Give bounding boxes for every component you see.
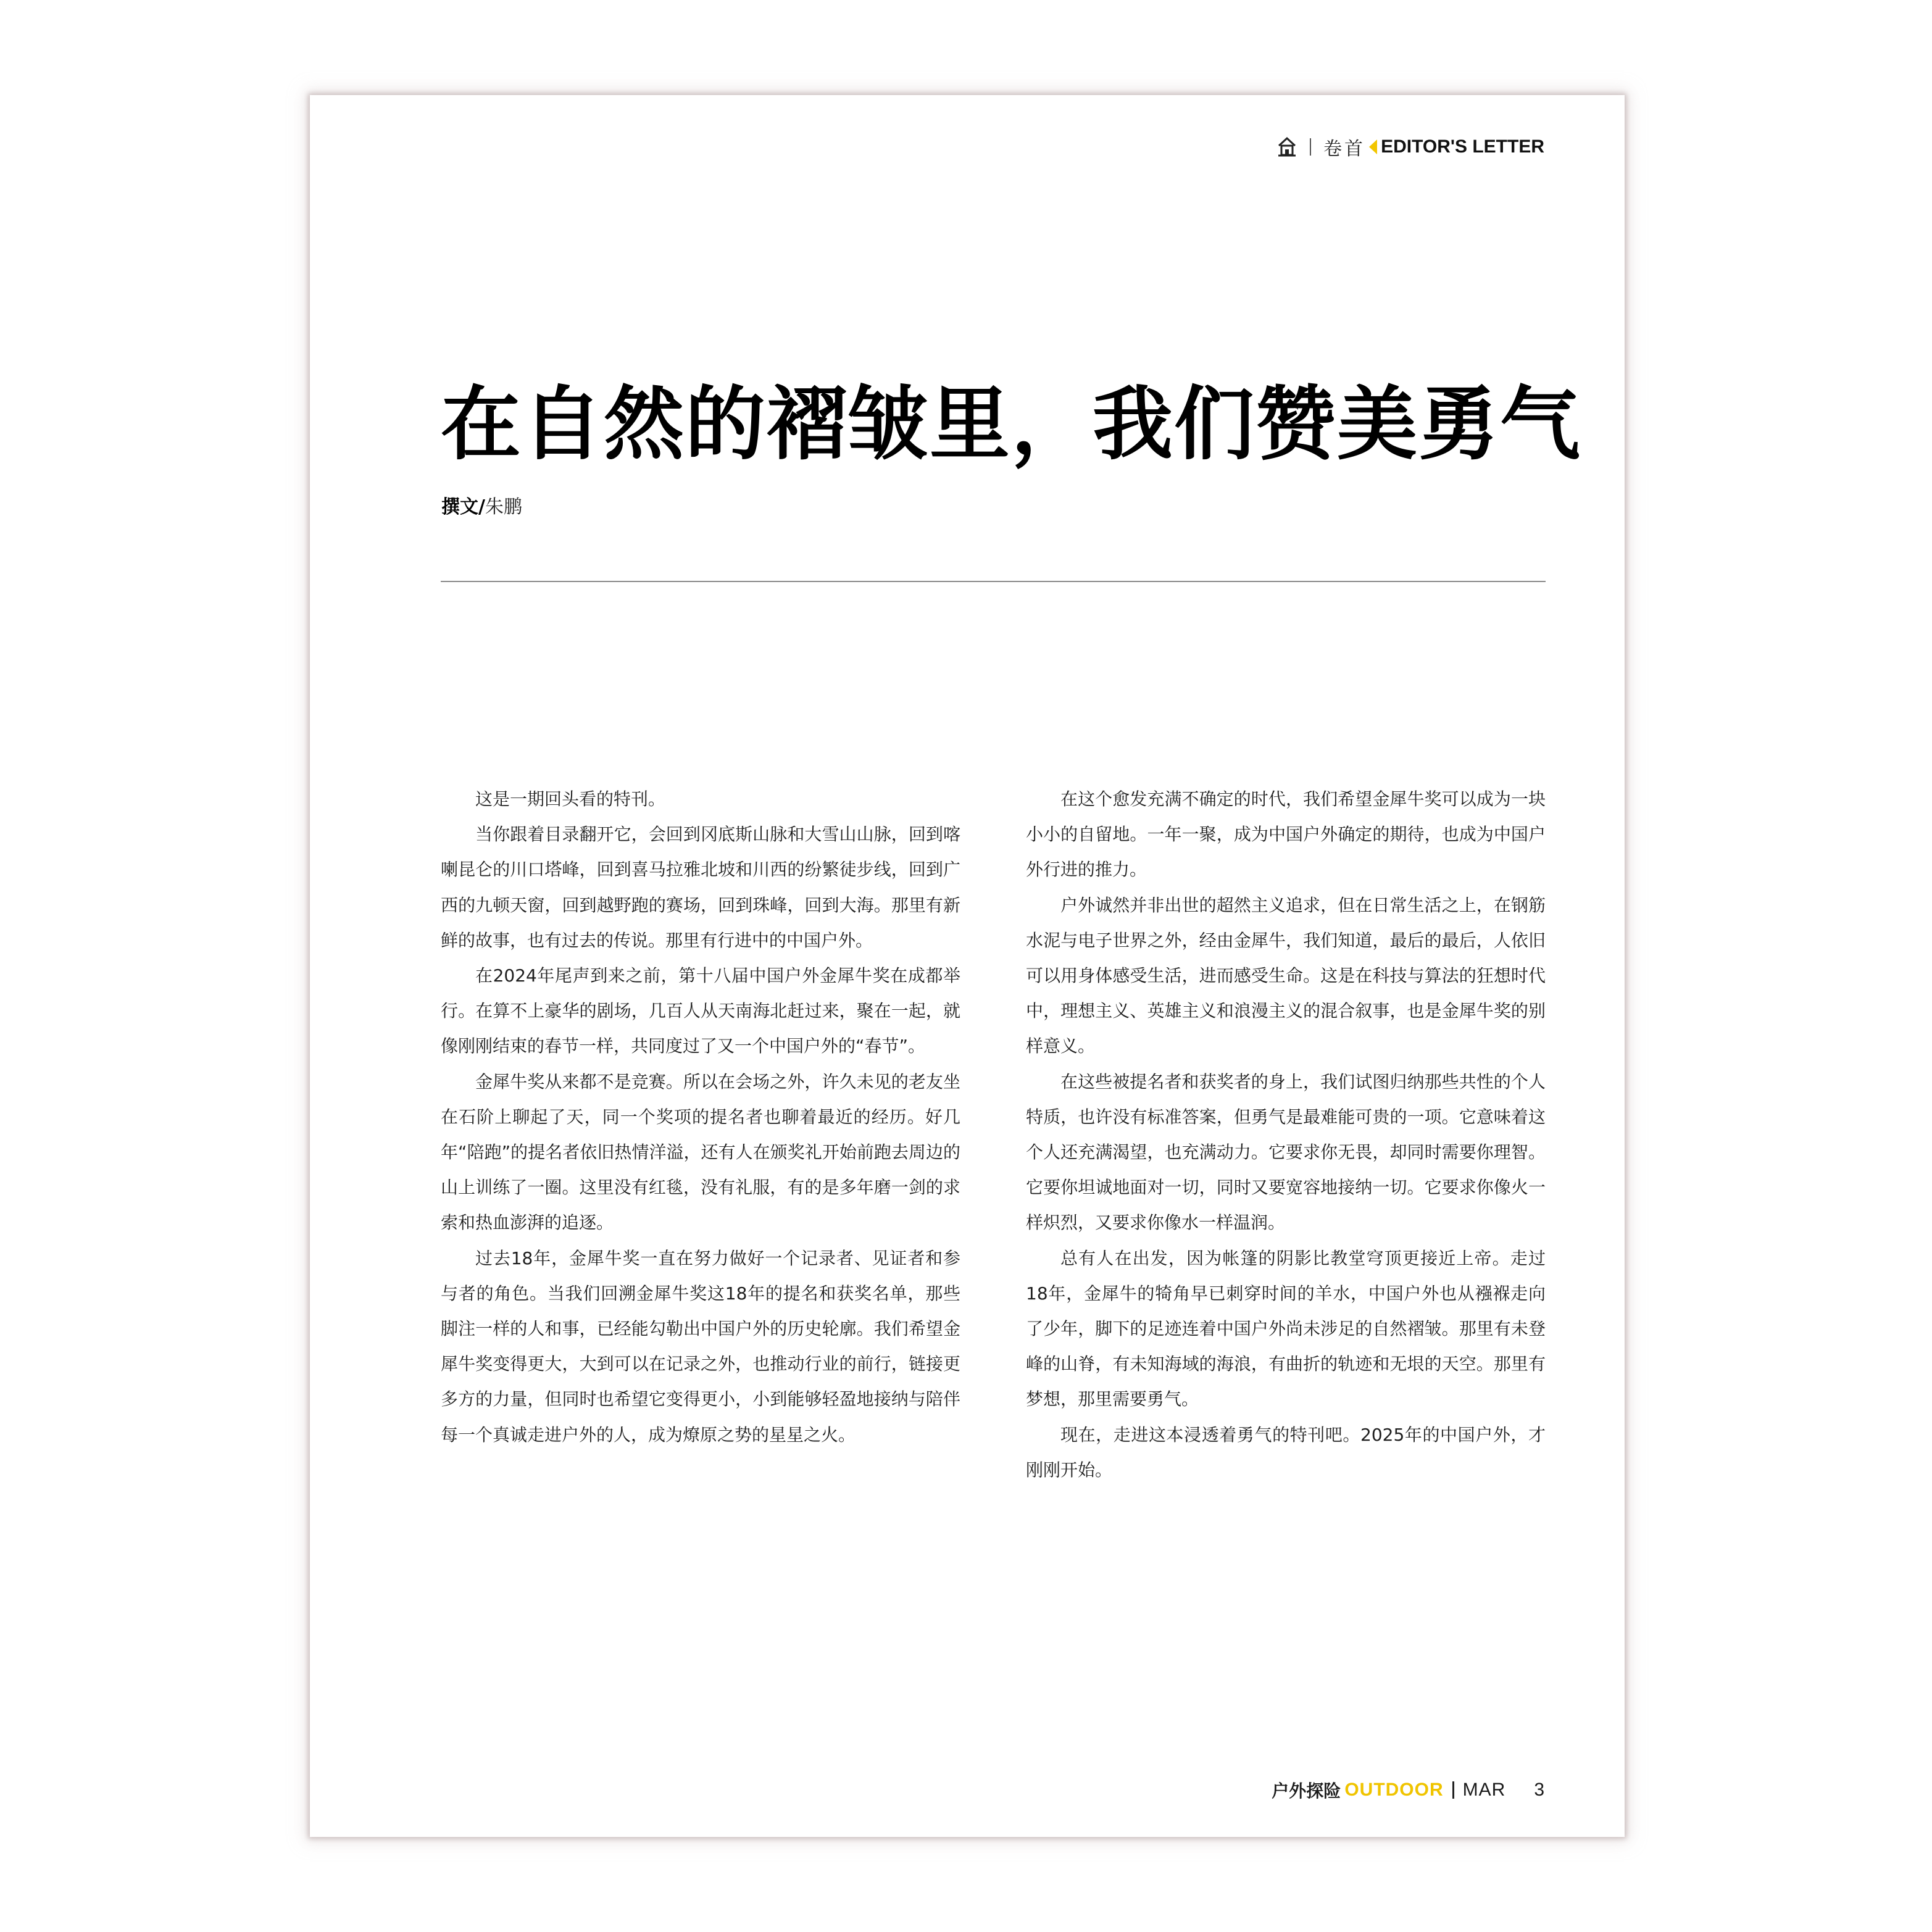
paragraph: 这是一期回头看的特刊。 [475, 789, 666, 809]
paragraph: 总有人在出发，因为帐篷的阴影比教堂穹顶更接近上帝。走过18年，金犀牛的犄角早已刺穿时间的羊水，中国户外也从襁褓走向了少年，脚下的足迹连着中国户外尚未涉足的自然褶皱。那里有未登峰的山脊，有未知海域的海浪，有曲折的轨迹和无垠的天空。那里有梦想，那里需要勇气。 [1026, 1247, 1546, 1410]
paragraph: 在这个愈发充满不确定的时代，我们希望金犀牛奖可以成为一块小小的自留地。一年一聚，成为中国户外确定的期待，也成为中国户外行进的推力。 [1026, 789, 1546, 880]
paragraph: 在这些被提名者和获奖者的身上，我们试图归纳那些共性的个人特质，也许没有标准答案，但勇气是最难能可贵的一项。它意味着这个人还充满渴望，也充满动力。它要求你无畏，却同时需要你理智。它要你坦诚地面对一切，同时又要宽容地接纳一切。它要求你像火一样炽烈，又要求你像水一样温润。 [1026, 1071, 1546, 1233]
section-label-cn: 卷首 [1323, 138, 1366, 160]
header-divider [1310, 138, 1311, 156]
author-name: 朱鹏 [485, 496, 522, 518]
paragraph: 当你跟着目录翻开它，会回到冈底斯山脉和大雪山山脉，回到喀喇昆仑的川口塔峰，回到喜马拉雅北坡和川西的纷繁徒步线，回到广西的九顿天窗，回到越野跑的赛场，回到珠峰，回到大海。那里有新鲜的故事，也有过去的传说。那里有行进中的中国户外。 [441, 824, 960, 951]
article-title: 在自然的褶皱里，我们赞美勇气 [441, 377, 1582, 471]
paragraph: 过去18年，金犀牛奖一直在努力做好一个记录者、见证者和参与者的角色。当我们回溯金犀牛奖这18年的提名和获奖名单，那些脚注一样的人和事，已经能勾勒出中国户外的历史轮廓。我们希望金犀牛奖变得更大，大到可以在记录之外，也推动行业的前行，链接更多方的力量，但同时也希望它变得更小，小到能够轻盈地接纳与陪伴每一个真诚走进户外的人，成为燎原之势的星星之火。 [441, 1247, 960, 1445]
issue-month: MAR [1462, 1780, 1506, 1800]
title-divider [441, 581, 1546, 582]
magazine-page [310, 95, 1625, 1837]
body-column-left [441, 781, 960, 1452]
magazine-name-en: OUTDOOR [1344, 1780, 1444, 1800]
page-number: 3 [1534, 1780, 1544, 1800]
section-header [1278, 133, 1544, 160]
byline [441, 491, 522, 518]
body-column-right [1026, 781, 1546, 1488]
left-triangle-icon [1369, 139, 1377, 154]
footer-divider [1452, 1781, 1454, 1799]
magazine-name-cn: 户外探险 [1272, 1781, 1341, 1801]
byline-label: 撰文/ [441, 496, 485, 518]
paragraph: 在2024年尾声到来之前，第十八届中国户外金犀牛奖在成都举行。在算不上豪华的剧场，几百人从天南海北赶过来，聚在一起，就像刚刚结束的春节一样，共同度过了又一个中国户外的“春节”。 [441, 965, 960, 1057]
section-label-en: EDITOR'S LETTER [1381, 136, 1544, 157]
page-footer [1272, 1778, 1544, 1802]
paragraph: 金犀牛奖从来都不是竞赛。所以在会场之外，许久未见的老友坐在石阶上聊起了天，同一个奖项的提名者也聊着最近的经历。好几年“陪跑”的提名者依旧热情洋溢，还有人在颁奖礼开始前跑去周边的山上训练了一圈。这里没有红毯，没有礼服，有的是多年磨一剑的求索和热血澎湃的追逐。 [441, 1071, 960, 1233]
paragraph: 户外诚然并非出世的超然主义追求，但在日常生活之上，在钢筋水泥与电子世界之外，经由金犀牛，我们知道，最后的最后，人依旧可以用身体感受生活，进而感受生命。这是在科技与算法的狂想时代中，理想主义、英雄主义和浪漫主义的混合叙事，也是金犀牛奖的别样意义。 [1026, 894, 1546, 1057]
paragraph: 现在，走进这本浸透着勇气的特刊吧。2025年的中国户外，才刚刚开始。 [1026, 1424, 1546, 1480]
home-icon[interactable] [1278, 136, 1296, 157]
